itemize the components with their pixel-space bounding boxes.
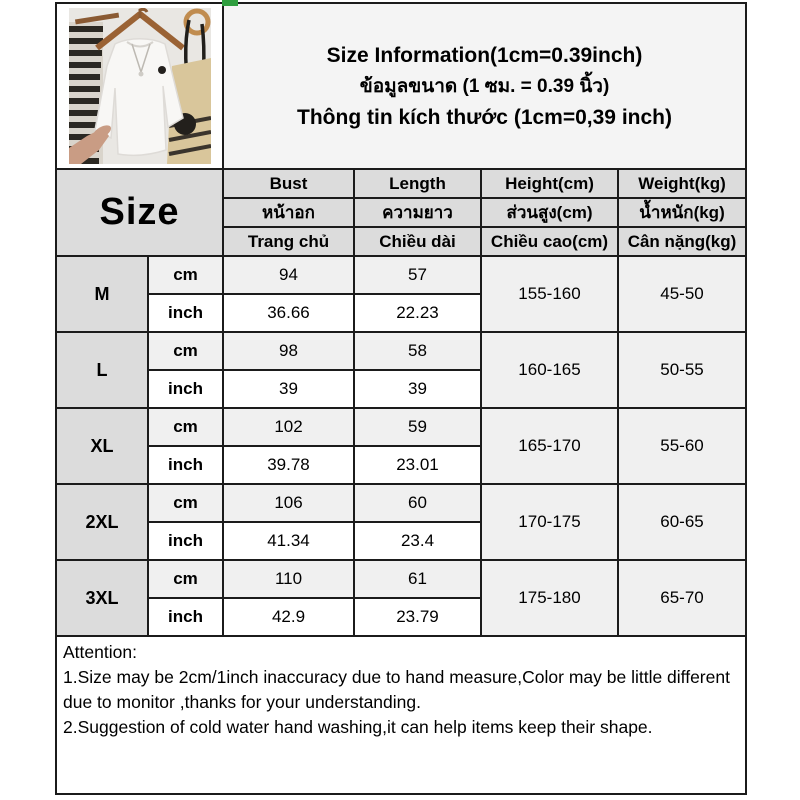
attention-note-2: 2.Suggestion of cold water hand washing,it can help items keep their shape. bbox=[63, 717, 653, 737]
column-header-bust-vi: Trang chủ bbox=[223, 227, 354, 256]
product-photo bbox=[69, 8, 211, 164]
size-label-3xl: 3XL bbox=[56, 560, 148, 636]
size-label-l: L bbox=[56, 332, 148, 408]
column-header-height-en: Height(cm) bbox=[481, 169, 618, 198]
height-range-3xl: 175-180 bbox=[481, 560, 618, 636]
attention-note-1: 1.Size may be 2cm/1inch inaccuracy due to hand measure,Color may be little different due to monitor ,thanks for your understanding. bbox=[63, 667, 730, 712]
attention-cell bbox=[56, 636, 746, 794]
bust-cm-2xl: 106 bbox=[223, 484, 354, 522]
title-row bbox=[56, 3, 746, 169]
bust-inch-2xl: 41.34 bbox=[223, 522, 354, 560]
table-row-2xl-cm bbox=[56, 484, 746, 522]
size-label-xl: XL bbox=[56, 408, 148, 484]
unit-label-cm: cm bbox=[148, 256, 223, 294]
unit-label-inch: inch bbox=[148, 294, 223, 332]
title-vietnamese: Thông tin kích thước (1cm=0,39 inch) bbox=[297, 105, 672, 129]
chest-logo bbox=[158, 66, 166, 74]
product-photo-cell bbox=[56, 3, 223, 169]
table-row-3xl-cm bbox=[56, 560, 746, 598]
length-inch-l: 39 bbox=[354, 370, 481, 408]
height-range-2xl: 170-175 bbox=[481, 484, 618, 560]
unit-label-inch: inch bbox=[148, 446, 223, 484]
column-header-height-th: ส่วนสูง(cm) bbox=[481, 198, 618, 227]
weight-range-xl: 55-60 bbox=[618, 408, 746, 484]
column-header-weight-vi: Cân nặng(kg) bbox=[618, 227, 746, 256]
size-label-2xl: 2XL bbox=[56, 484, 148, 560]
weight-range-m: 45-50 bbox=[618, 256, 746, 332]
length-cm-xl: 59 bbox=[354, 408, 481, 446]
unit-label-inch: inch bbox=[148, 522, 223, 560]
height-range-xl: 165-170 bbox=[481, 408, 618, 484]
table-row-xl-cm bbox=[56, 408, 746, 446]
table-row-l-cm bbox=[56, 332, 746, 370]
attention-row bbox=[56, 636, 746, 794]
length-cm-2xl: 60 bbox=[354, 484, 481, 522]
length-cm-l: 58 bbox=[354, 332, 481, 370]
weight-range-2xl: 60-65 bbox=[618, 484, 746, 560]
bust-inch-l: 39 bbox=[223, 370, 354, 408]
unit-label-cm: cm bbox=[148, 332, 223, 370]
bust-cm-l: 98 bbox=[223, 332, 354, 370]
attention-heading: Attention: bbox=[63, 642, 137, 662]
bust-cm-xl: 102 bbox=[223, 408, 354, 446]
weight-range-3xl: 65-70 bbox=[618, 560, 746, 636]
column-header-weight-th: น้ำหนัก(kg) bbox=[618, 198, 746, 227]
bust-inch-m: 36.66 bbox=[223, 294, 354, 332]
title-english: Size Information(1cm=0.39inch) bbox=[326, 43, 643, 67]
unit-label-inch: inch bbox=[148, 370, 223, 408]
length-cm-3xl: 61 bbox=[354, 560, 481, 598]
header-row-english bbox=[56, 169, 746, 198]
height-range-m: 155-160 bbox=[481, 256, 618, 332]
unit-label-cm: cm bbox=[148, 408, 223, 446]
length-inch-xl: 23.01 bbox=[354, 446, 481, 484]
column-header-height-vi: Chiều cao(cm) bbox=[481, 227, 618, 256]
column-header-weight-en: Weight(kg) bbox=[618, 169, 746, 198]
column-header-bust-th: หน้าอก bbox=[223, 198, 354, 227]
title-cell bbox=[223, 3, 746, 169]
weight-range-l: 50-55 bbox=[618, 332, 746, 408]
bust-cm-3xl: 110 bbox=[223, 560, 354, 598]
table-row-m-cm bbox=[56, 256, 746, 294]
unit-label-cm: cm bbox=[148, 560, 223, 598]
title-thai: ข้อมูลขนาด (1 ซม. = 0.39 นิ้ว) bbox=[359, 75, 610, 97]
length-inch-3xl: 23.79 bbox=[354, 598, 481, 636]
column-header-bust-en: Bust bbox=[223, 169, 354, 198]
bust-inch-3xl: 42.9 bbox=[223, 598, 354, 636]
bust-cm-m: 94 bbox=[223, 256, 354, 294]
length-cm-m: 57 bbox=[354, 256, 481, 294]
size-header-label: Size bbox=[56, 169, 223, 256]
column-header-length-en: Length bbox=[354, 169, 481, 198]
column-header-length-th: ความยาว bbox=[354, 198, 481, 227]
size-chart-table bbox=[55, 2, 747, 795]
unit-label-inch: inch bbox=[148, 598, 223, 636]
height-range-l: 160-165 bbox=[481, 332, 618, 408]
length-inch-2xl: 23.4 bbox=[354, 522, 481, 560]
green-edge-artifact bbox=[222, 0, 238, 6]
unit-label-cm: cm bbox=[148, 484, 223, 522]
column-header-length-vi: Chiều dài bbox=[354, 227, 481, 256]
bust-inch-xl: 39.78 bbox=[223, 446, 354, 484]
size-label-m: M bbox=[56, 256, 148, 332]
length-inch-m: 22.23 bbox=[354, 294, 481, 332]
